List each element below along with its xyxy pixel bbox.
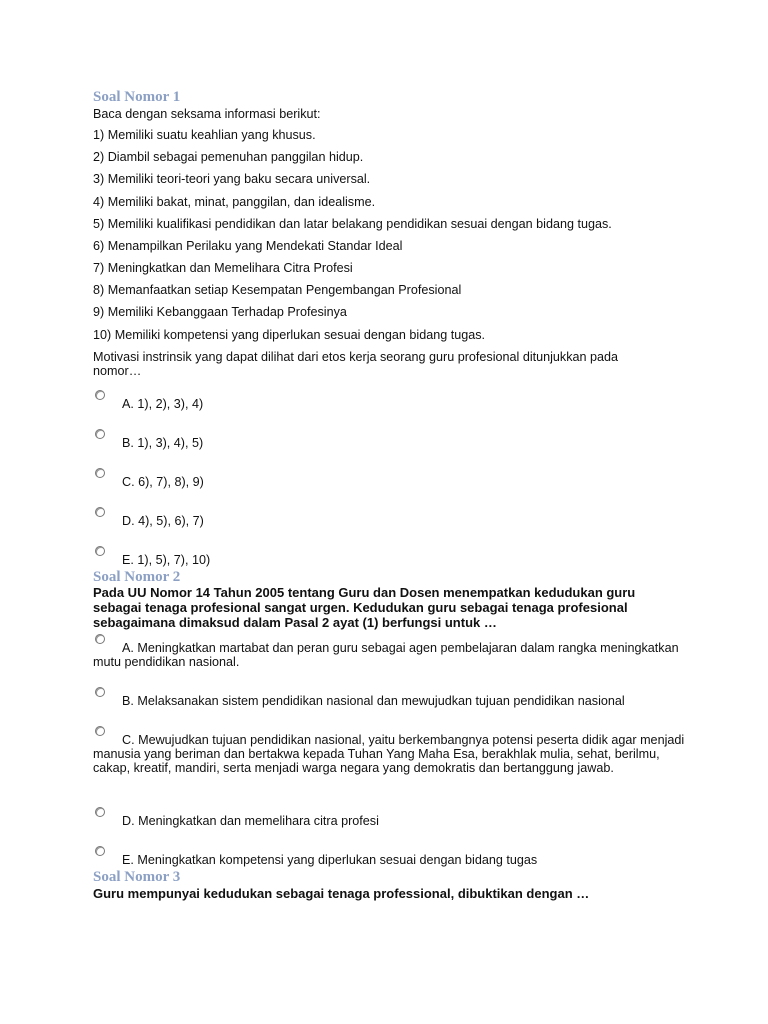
option-label: C. 6), 7), 8), 9) (122, 475, 204, 489)
question-1-item: 5) Memiliki kualifikasi pendidikan dan latar belakang pendidikan sesuai dengan bidang tugas. (93, 217, 612, 231)
option-label: C. Mewujudkan tujuan pendidikan nasional, yaitu berkembangnya potensi peserta didik agar menjadi manusia yang beriman dan bertakwa kepada Tuhan Yang Maha Esa, berakhlak mulia, sehat, berilmu, cakap, kreatif, mandiri, serta menjadi warga negara yang demokratis dan bertanggung jawab. (93, 733, 685, 775)
question-1-option-d[interactable] (93, 514, 693, 528)
radio-button[interactable] (95, 726, 105, 736)
radio-button[interactable] (95, 468, 105, 478)
question-2-option-b[interactable] (93, 694, 693, 708)
radio-button[interactable] (95, 429, 105, 439)
option-label: D. Meningkatkan dan memelihara citra profesi (122, 814, 379, 828)
question-1-item: 1) Memiliki suatu keahlian yang khusus. (93, 128, 316, 142)
question-1-item: 6) Menampilkan Perilaku yang Mendekati Standar Ideal (93, 239, 403, 253)
question-2-prompt-cont: sebagai tenaga profesional sangat urgen. Kedudukan guru sebagai tenaga profesional (93, 600, 628, 615)
question-1-item: 2) Diambil sebagai pemenuhan panggilan hidup. (93, 150, 364, 164)
radio-button[interactable] (95, 507, 105, 517)
option-label: E. 1), 5), 7), 10) (122, 553, 211, 567)
question-1-item: 3) Memiliki teori-teori yang baku secara universal. (93, 172, 371, 186)
option-label: A. 1), 2), 3), 4) (122, 397, 204, 411)
question-1-item: 9) Memiliki Kebanggaan Terhadap Profesinya (93, 305, 347, 319)
question-1-item: 8) Memanfaatkan setiap Kesempatan Pengembangan Profesional (93, 283, 462, 297)
question-1-prompt: Motivasi instrinsik yang dapat dilihat dari etos kerja seorang guru profesional ditunjukkan pada (93, 350, 619, 364)
question-2-option-a[interactable] (93, 641, 693, 669)
question-1-option-a[interactable] (93, 397, 693, 411)
question-1-option-b[interactable] (93, 436, 693, 450)
question-3-prompt: Guru mempunyai kedudukan sebagai tenaga professional, dibuktikan dengan … (93, 886, 590, 901)
question-1-prompt-cont: nomor… (93, 364, 142, 378)
option-label: E. Meningkatkan kompetensi yang diperlukan sesuai dengan bidang tugas (122, 853, 538, 867)
radio-button[interactable] (95, 807, 105, 817)
question-2-option-c[interactable] (93, 733, 693, 775)
question-2-prompt: Pada UU Nomor 14 Tahun 2005 tentang Guru dan Dosen menempatkan kedudukan guru (93, 585, 636, 600)
question-2-prompt-cont: sebagaimana dimaksud dalam Pasal 2 ayat (1) berfungsi untuk … (93, 615, 497, 630)
radio-button[interactable] (95, 846, 105, 856)
question-2-option-d[interactable] (93, 814, 693, 828)
question-1-item: 10) Memiliki kompetensi yang diperlukan sesuai dengan bidang tugas. (93, 328, 486, 342)
radio-button[interactable] (95, 687, 105, 697)
radio-button[interactable] (95, 390, 105, 400)
question-1-option-e[interactable] (93, 553, 693, 567)
question-1-option-c[interactable] (93, 475, 693, 489)
radio-button[interactable] (95, 546, 105, 556)
option-label: B. Melaksanakan sistem pendidikan nasional dan mewujudkan tujuan pendidikan nasional (122, 694, 625, 708)
option-label: A. Meningkatkan martabat dan peran guru sebagai agen pembelajaran dalam rangka meningkatkan mutu pendidikan nasional. (93, 641, 679, 669)
radio-button[interactable] (95, 634, 105, 644)
option-label: B. 1), 3), 4), 5) (122, 436, 204, 450)
question-2-heading: Soal Nomor 2 (93, 569, 181, 585)
question-3-heading: Soal Nomor 3 (93, 869, 181, 885)
question-1-intro: Baca dengan seksama informasi berikut: (93, 107, 321, 121)
option-label: D. 4), 5), 6), 7) (122, 514, 204, 528)
question-1-heading: Soal Nomor 1 (93, 89, 181, 105)
question-2-option-e[interactable] (93, 853, 693, 867)
question-1-item: 7) Meningkatkan dan Memelihara Citra Profesi (93, 261, 353, 275)
question-1-item: 4) Memiliki bakat, minat, panggilan, dan idealisme. (93, 195, 376, 209)
